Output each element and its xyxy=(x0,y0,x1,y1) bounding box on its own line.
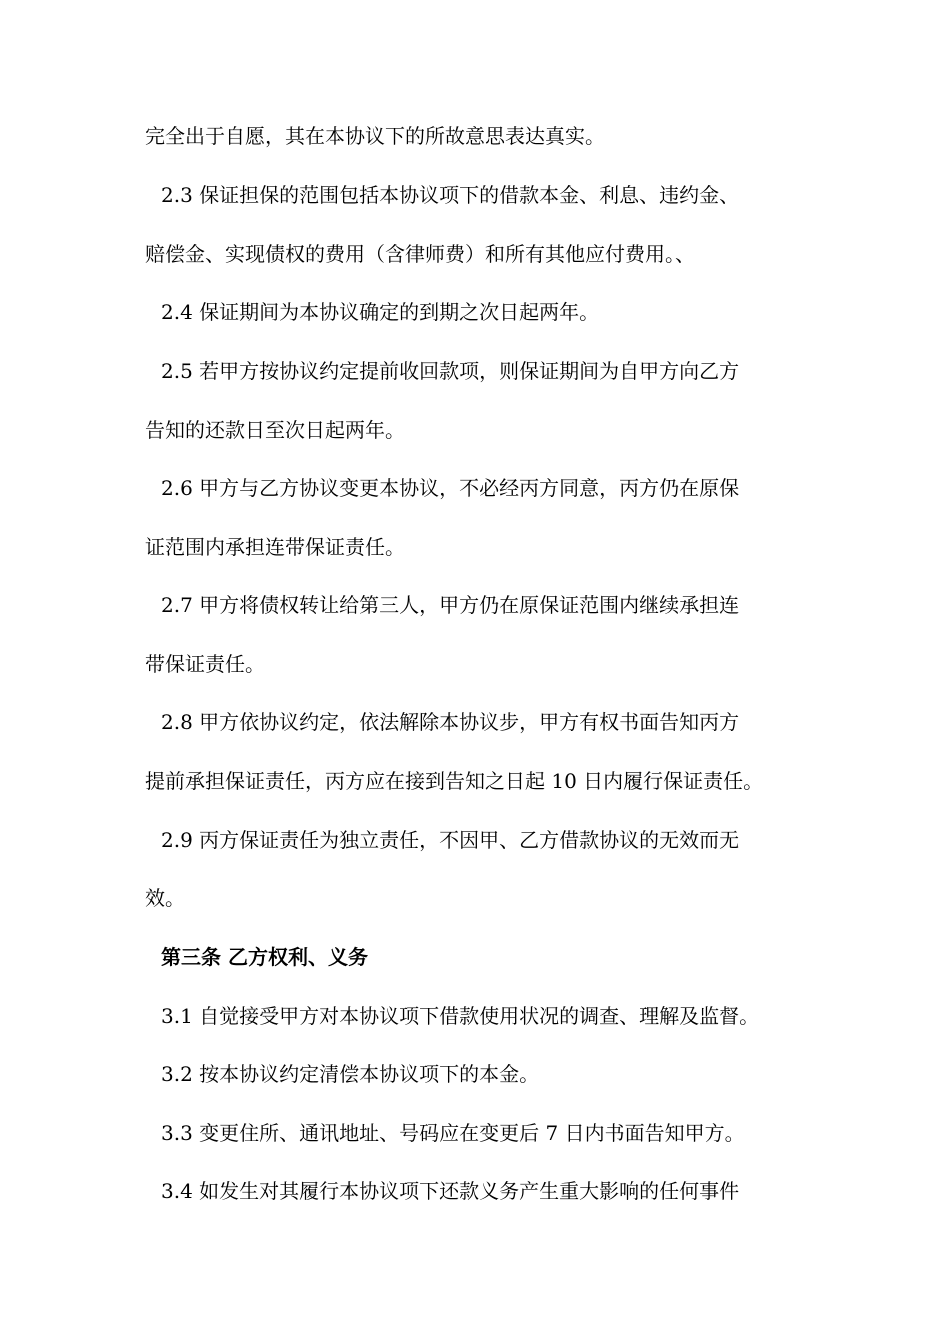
clause-3-3-line-1: 3.3 变更住所、通讯地址、号码应在变更后 7 日内书面告知甲方。 xyxy=(161,1121,745,1145)
clause-2-5-line-1: 2.5 若甲方按协议约定提前收回款项，则保证期间为自甲方向乙方 xyxy=(161,359,740,383)
clause-2-7-line-2: 带保证责任。 xyxy=(145,652,265,676)
clause-2-8-line-2: 提前承担保证责任，丙方应在接到告知之日起 10 日内履行保证责任。 xyxy=(145,769,764,793)
clause-2-8-line-1: 2.8 甲方依协议约定，依法解除本协议步，甲方有权书面告知丙方 xyxy=(161,710,740,734)
clause-3-1-line-1: 3.1 自觉接受甲方对本协议项下借款使用状况的调查、理解及监督。 xyxy=(161,1004,760,1028)
paragraph-line-1: 完全出于自愿，其在本协议下的所故意思表达真实。 xyxy=(145,124,605,148)
clause-2-6-line-1: 2.6 甲方与乙方协议变更本协议，不必经丙方同意，丙方仍在原保 xyxy=(161,476,740,500)
clause-2-4-line-1: 2.4 保证期间为本协议确定的到期之次日起两年。 xyxy=(161,300,600,324)
clause-2-9-line-1: 2.9 丙方保证责任为独立责任，不因甲、乙方借款协议的无效而无 xyxy=(161,828,740,852)
clause-2-6-line-2: 证范围内承担连带保证责任。 xyxy=(145,535,405,559)
clause-2-5-line-2: 告知的还款日至次日起两年。 xyxy=(145,418,405,442)
clause-2-3-line-2: 赔偿金、实现债权的费用（含律师费）和所有其他应付费用。、 xyxy=(145,242,695,266)
clause-3-2-line-1: 3.2 按本协议约定清偿本协议项下的本金。 xyxy=(161,1062,540,1086)
clause-2-7-line-1: 2.7 甲方将债权转让给第三人，甲方仍在原保证范围内继续承担连 xyxy=(161,593,740,617)
section-heading-article-3: 第三条 乙方权利、义务 xyxy=(161,945,368,969)
clause-2-9-line-2: 效。 xyxy=(145,886,185,910)
clause-2-3-line-1: 2.3 保证担保的范围包括本协议项下的借款本金、利息、违约金、 xyxy=(161,183,740,207)
clause-3-4-line-1: 3.4 如发生对其履行本协议项下还款义务产生重大影响的任何事件 xyxy=(161,1179,740,1203)
